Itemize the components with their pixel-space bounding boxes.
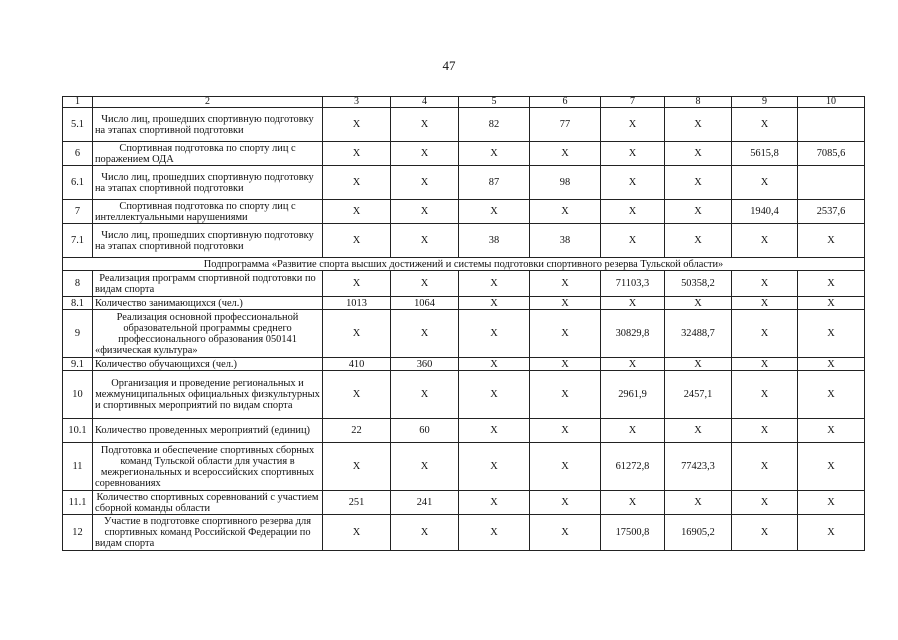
cell-col10: X bbox=[798, 443, 865, 491]
cell-col9: X bbox=[732, 371, 798, 419]
cell-col4: X bbox=[391, 271, 459, 297]
row-description: Количество проведенных мероприятий (единиц) bbox=[93, 419, 323, 443]
cell-col7: X bbox=[601, 297, 665, 310]
cell-col5: X bbox=[459, 491, 530, 515]
row-number: 11 bbox=[63, 443, 93, 491]
row-description: Спортивная подготовка по спорту лиц с поражением ОДА bbox=[93, 142, 323, 166]
cell-col10: X bbox=[798, 358, 865, 371]
row-number: 10.1 bbox=[63, 419, 93, 443]
cell-col10: X bbox=[798, 371, 865, 419]
cell-col4: 241 bbox=[391, 491, 459, 515]
cell-col7: X bbox=[601, 108, 665, 142]
cell-col6: X bbox=[530, 358, 601, 371]
row-number: 8.1 bbox=[63, 297, 93, 310]
cell-col9: X bbox=[732, 515, 798, 551]
row-description: Количество занимающихся (чел.) bbox=[93, 297, 323, 310]
cell-col8: X bbox=[665, 200, 732, 224]
column-header: 3 bbox=[323, 97, 391, 108]
column-header: 10 bbox=[798, 97, 865, 108]
cell-col6: 38 bbox=[530, 224, 601, 258]
column-header: 7 bbox=[601, 97, 665, 108]
row-description: Число лиц, прошедших спортивную подготовку на этапах спортивной подготовки bbox=[93, 108, 323, 142]
cell-col6: X bbox=[530, 271, 601, 297]
cell-col5: X bbox=[459, 297, 530, 310]
cell-col4: 60 bbox=[391, 419, 459, 443]
cell-col6: X bbox=[530, 297, 601, 310]
cell-col7: 2961,9 bbox=[601, 371, 665, 419]
table-row bbox=[63, 108, 865, 142]
cell-col6: X bbox=[530, 200, 601, 224]
cell-col9: X bbox=[732, 271, 798, 297]
cell-col5: 82 bbox=[459, 108, 530, 142]
column-header: 5 bbox=[459, 97, 530, 108]
cell-col7: 30829,8 bbox=[601, 310, 665, 358]
table-row bbox=[63, 271, 865, 297]
table-row bbox=[63, 224, 865, 258]
cell-col6: X bbox=[530, 371, 601, 419]
cell-col5: X bbox=[459, 515, 530, 551]
cell-col4: X bbox=[391, 142, 459, 166]
cell-col10 bbox=[798, 166, 865, 200]
cell-col9: X bbox=[732, 443, 798, 491]
cell-col3: X bbox=[323, 166, 391, 200]
cell-col6: X bbox=[530, 310, 601, 358]
cell-col9: X bbox=[732, 358, 798, 371]
cell-col10: 2537,6 bbox=[798, 200, 865, 224]
cell-col10: X bbox=[798, 419, 865, 443]
cell-col8: X bbox=[665, 108, 732, 142]
row-number: 9 bbox=[63, 310, 93, 358]
table-row bbox=[63, 491, 865, 515]
cell-col9: X bbox=[732, 491, 798, 515]
cell-col6: 98 bbox=[530, 166, 601, 200]
row-number: 12 bbox=[63, 515, 93, 551]
row-number: 6 bbox=[63, 142, 93, 166]
column-header: 2 bbox=[93, 97, 323, 108]
cell-col3: X bbox=[323, 515, 391, 551]
cell-col7: X bbox=[601, 419, 665, 443]
cell-col3: 410 bbox=[323, 358, 391, 371]
cell-col4: X bbox=[391, 200, 459, 224]
cell-col7: X bbox=[601, 224, 665, 258]
cell-col3: X bbox=[323, 224, 391, 258]
cell-col10: X bbox=[798, 491, 865, 515]
cell-col5: X bbox=[459, 443, 530, 491]
cell-col8: 50358,2 bbox=[665, 271, 732, 297]
cell-col3: X bbox=[323, 310, 391, 358]
column-header: 9 bbox=[732, 97, 798, 108]
cell-col8: X bbox=[665, 491, 732, 515]
row-description: Реализация программ спортивной подготовки по видам спорта bbox=[93, 271, 323, 297]
cell-col10: X bbox=[798, 271, 865, 297]
row-number: 9.1 bbox=[63, 358, 93, 371]
cell-col6: X bbox=[530, 515, 601, 551]
table-row bbox=[63, 142, 865, 166]
cell-col4: X bbox=[391, 310, 459, 358]
cell-col10: X bbox=[798, 310, 865, 358]
cell-col3: X bbox=[323, 142, 391, 166]
table-row bbox=[63, 166, 865, 200]
column-header: 1 bbox=[63, 97, 93, 108]
cell-col8: 77423,3 bbox=[665, 443, 732, 491]
subprogram-row bbox=[63, 258, 865, 271]
cell-col7: X bbox=[601, 142, 665, 166]
cell-col4: X bbox=[391, 166, 459, 200]
column-header: 6 bbox=[530, 97, 601, 108]
cell-col8: X bbox=[665, 142, 732, 166]
cell-col9: X bbox=[732, 419, 798, 443]
cell-col5: 38 bbox=[459, 224, 530, 258]
cell-col4: 1064 bbox=[391, 297, 459, 310]
column-header: 4 bbox=[391, 97, 459, 108]
table-header-row bbox=[63, 97, 865, 108]
cell-col5: X bbox=[459, 358, 530, 371]
cell-col5: X bbox=[459, 271, 530, 297]
table-row bbox=[63, 419, 865, 443]
cell-col4: X bbox=[391, 108, 459, 142]
cell-col8: 16905,2 bbox=[665, 515, 732, 551]
cell-col3: 1013 bbox=[323, 297, 391, 310]
cell-col8: X bbox=[665, 297, 732, 310]
cell-col10: X bbox=[798, 515, 865, 551]
row-description: Спортивная подготовка по спорту лиц с интеллектуальными нарушениями bbox=[93, 200, 323, 224]
row-description: Число лиц, прошедших спортивную подготовку на этапах спортивной подготовки bbox=[93, 166, 323, 200]
data-table bbox=[62, 96, 865, 551]
cell-col5: X bbox=[459, 371, 530, 419]
cell-col7: X bbox=[601, 200, 665, 224]
cell-col9: X bbox=[732, 224, 798, 258]
cell-col5: 87 bbox=[459, 166, 530, 200]
cell-col8: X bbox=[665, 358, 732, 371]
table-row bbox=[63, 443, 865, 491]
cell-col10 bbox=[798, 108, 865, 142]
cell-col3: 251 bbox=[323, 491, 391, 515]
cell-col3: X bbox=[323, 443, 391, 491]
row-number: 7.1 bbox=[63, 224, 93, 258]
row-description: Участие в подготовке спортивного резерва для спортивных команд Российской Федерации по видам спорта bbox=[93, 515, 323, 551]
row-number: 8 bbox=[63, 271, 93, 297]
table-row bbox=[63, 358, 865, 371]
cell-col10: X bbox=[798, 224, 865, 258]
cell-col9: X bbox=[732, 310, 798, 358]
cell-col5: X bbox=[459, 310, 530, 358]
cell-col7: 17500,8 bbox=[601, 515, 665, 551]
cell-col8: 2457,1 bbox=[665, 371, 732, 419]
table-row bbox=[63, 297, 865, 310]
table-row bbox=[63, 200, 865, 224]
cell-col10: X bbox=[798, 297, 865, 310]
row-description: Количество обучающихся (чел.) bbox=[93, 358, 323, 371]
cell-col5: X bbox=[459, 142, 530, 166]
cell-col9: X bbox=[732, 108, 798, 142]
page-number: 47 bbox=[442, 58, 456, 73]
cell-col4: X bbox=[391, 515, 459, 551]
cell-col5: X bbox=[459, 200, 530, 224]
cell-col6: 77 bbox=[530, 108, 601, 142]
row-number: 11.1 bbox=[63, 491, 93, 515]
row-number: 6.1 bbox=[63, 166, 93, 200]
row-number: 10 bbox=[63, 371, 93, 419]
cell-col6: X bbox=[530, 443, 601, 491]
row-number: 7 bbox=[63, 200, 93, 224]
cell-col9: 5615,8 bbox=[732, 142, 798, 166]
cell-col9: X bbox=[732, 166, 798, 200]
cell-col6: X bbox=[530, 142, 601, 166]
cell-col6: X bbox=[530, 491, 601, 515]
row-description: Число лиц, прошедших спортивную подготовку на этапах спортивной подготовки bbox=[93, 224, 323, 258]
table-row bbox=[63, 371, 865, 419]
cell-col7: X bbox=[601, 166, 665, 200]
cell-col9: 1940,4 bbox=[732, 200, 798, 224]
cell-col4: 360 bbox=[391, 358, 459, 371]
row-description: Реализация основной профессиональной образовательной программы среднего профессионального образования 050141 «физическая культура» bbox=[93, 310, 323, 358]
row-description: Подготовка и обеспечение спортивных сборных команд Тульской области для участия в межрегиональных и всероссийских спортивных соревнованиях bbox=[93, 443, 323, 491]
cell-col10: 7085,6 bbox=[798, 142, 865, 166]
cell-col7: 61272,8 bbox=[601, 443, 665, 491]
cell-col5: X bbox=[459, 419, 530, 443]
subprogram-title: Подпрограмма «Развитие спорта высших достижений и системы подготовки спортивного резерва Тульской области» bbox=[63, 258, 865, 271]
cell-col7: 71103,3 bbox=[601, 271, 665, 297]
row-number: 5.1 bbox=[63, 108, 93, 142]
cell-col3: 22 bbox=[323, 419, 391, 443]
cell-col8: X bbox=[665, 419, 732, 443]
cell-col4: X bbox=[391, 224, 459, 258]
table-row bbox=[63, 310, 865, 358]
table-row bbox=[63, 515, 865, 551]
cell-col8: X bbox=[665, 224, 732, 258]
cell-col3: X bbox=[323, 271, 391, 297]
cell-col6: X bbox=[530, 419, 601, 443]
cell-col3: X bbox=[323, 200, 391, 224]
cell-col7: X bbox=[601, 358, 665, 371]
cell-col3: X bbox=[323, 371, 391, 419]
cell-col4: X bbox=[391, 371, 459, 419]
cell-col7: X bbox=[601, 491, 665, 515]
cell-col4: X bbox=[391, 443, 459, 491]
cell-col8: X bbox=[665, 166, 732, 200]
cell-col8: 32488,7 bbox=[665, 310, 732, 358]
cell-col9: X bbox=[732, 297, 798, 310]
cell-col3: X bbox=[323, 108, 391, 142]
row-description: Количество спортивных соревнований с участием сборной команды области bbox=[93, 491, 323, 515]
row-description: Организация и проведение региональных и межмуниципальных официальных физкультурных и спортивных мероприятий по видам спорта bbox=[93, 371, 323, 419]
column-header: 8 bbox=[665, 97, 732, 108]
